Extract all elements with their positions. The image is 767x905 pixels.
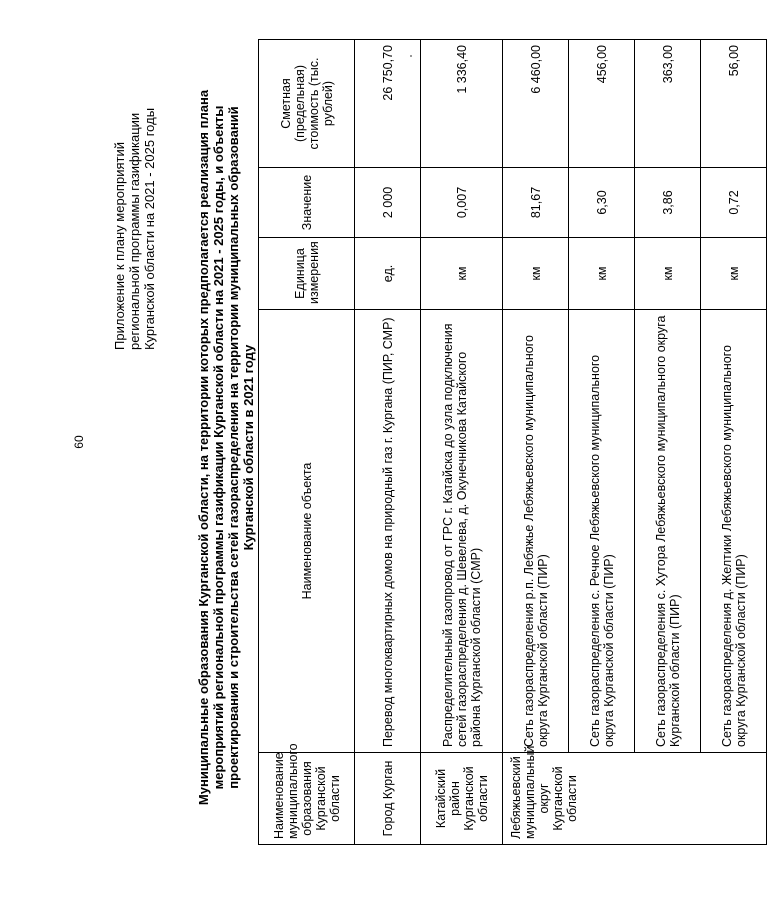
cell-cost: 1 336,40 bbox=[421, 40, 503, 168]
annex-line: Курганской области на 2021 - 2025 годы bbox=[142, 107, 157, 350]
table-row bbox=[503, 40, 569, 845]
objects-table bbox=[258, 39, 767, 845]
cell-value: 0,007 bbox=[421, 168, 503, 238]
page-number: 60 bbox=[72, 435, 86, 449]
title-line: Муниципальные образования Курганской области, на территории которых предполагается реализация плана bbox=[196, 89, 211, 806]
cell-object: Сеть газораспределения р.п. Лебяжье Лебяжьевского муниципального округа Курганской области (ПИР) bbox=[503, 310, 569, 753]
cell-object: Сеть газораспределения с. Хутора Лебяжьевского муниципального округа Курганской области (ПИР) bbox=[635, 310, 701, 753]
annex-line: Приложение к плану мероприятий bbox=[112, 142, 127, 350]
title-line: Курганской области в 2021 году bbox=[241, 344, 256, 551]
cell-municipality: Лебяжьевский муниципальный округ Курганской области bbox=[503, 753, 767, 845]
cell-municipality: Город Курган bbox=[355, 753, 421, 845]
cell-unit: км bbox=[569, 238, 635, 310]
header-value: Значение bbox=[259, 168, 355, 238]
table-row bbox=[701, 40, 767, 845]
header-object: Наименование объекта bbox=[259, 310, 355, 753]
cell-municipality: Катайский район Курганской области bbox=[421, 753, 503, 845]
table-row bbox=[355, 40, 421, 845]
table-row bbox=[421, 40, 503, 845]
title-line: проектирования и строительства сетей газораспределения на территории муниципальных образований bbox=[226, 106, 241, 789]
cell-value: 3,86 bbox=[635, 168, 701, 238]
cell-cost: 26 750,70 bbox=[355, 40, 421, 168]
cell-value: 2 000 bbox=[355, 168, 421, 238]
cell-cost: 363,00 bbox=[635, 40, 701, 168]
cell-unit: км bbox=[503, 238, 569, 310]
annex-note bbox=[112, 60, 157, 350]
document-title bbox=[196, 15, 256, 880]
cell-unit: км bbox=[635, 238, 701, 310]
cell-object: Сеть газораспределения с. Речное Лебяжьевского муниципального округа Курганской области (ПИР) bbox=[569, 310, 635, 753]
cell-object: Распределительный газопровод от ГРС г. Катайска до узла подключения сетей газораспределения д. Шевелева, д. Окунечникова Катайского района Курганской области (СМР) bbox=[421, 310, 503, 753]
cell-cost: 6 460,00 bbox=[503, 40, 569, 168]
header-municipality: Наименование муниципального образования Курганской области bbox=[259, 753, 355, 845]
table-header-row bbox=[259, 40, 355, 845]
cell-object: Сеть газораспределения д. Желтики Лебяжьевского муниципального округа Курганской области (ПИР) bbox=[701, 310, 767, 753]
cell-value: 0,72 bbox=[701, 168, 767, 238]
cell-object: Перевод многоквартирных домов на природный газ г. Кургана (ПИР, СМР) bbox=[355, 310, 421, 753]
header-cost: Сметная (предельная) стоимость (тыс. рублей) bbox=[259, 40, 355, 168]
cell-value: 81,67 bbox=[503, 168, 569, 238]
cell-unit: км bbox=[701, 238, 767, 310]
cell-cost: 56,00 bbox=[701, 40, 767, 168]
cell-cost: 456,00 bbox=[569, 40, 635, 168]
annex-line: региональной программы газификации bbox=[127, 112, 142, 350]
cell-unit: ед. bbox=[355, 238, 421, 310]
table-row bbox=[569, 40, 635, 845]
cell-value: 6,30 bbox=[569, 168, 635, 238]
table-row bbox=[635, 40, 701, 845]
header-unit: Единица измерения bbox=[259, 238, 355, 310]
title-line: мероприятий региональной программы газификации Курганской области на 2021 - 2025 годы, и объекты bbox=[211, 105, 226, 790]
cell-unit: км bbox=[421, 238, 503, 310]
